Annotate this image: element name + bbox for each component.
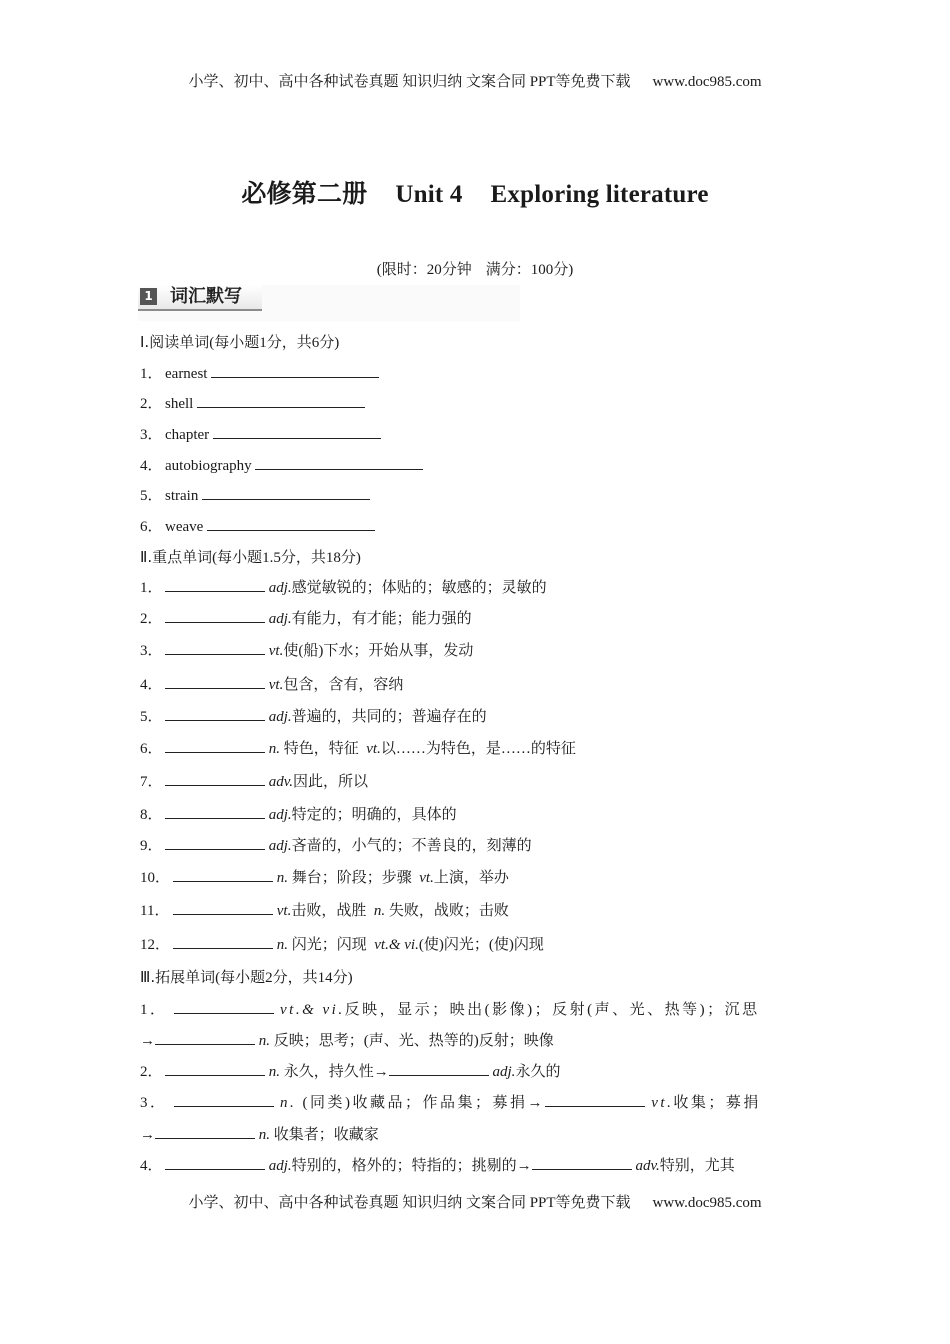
answer-blank[interactable] <box>165 706 265 721</box>
answer-blank[interactable] <box>202 485 370 500</box>
answer-blank[interactable] <box>173 900 273 915</box>
list-item: 10． n. 舞台；阶段；步骤 vt.上演，举办 <box>140 867 509 888</box>
list-item-continued: → n. 反映；思考；(声、光、热等的)反射；映像 <box>140 1030 554 1051</box>
answer-blank[interactable] <box>165 1155 265 1170</box>
answer-blank[interactable] <box>197 393 365 408</box>
list-item: 8． adj.特定的；明确的，具体的 <box>140 804 457 825</box>
list-item: 3． vt.使(船)下水；开始从事，发动 <box>140 640 473 661</box>
footer-url[interactable]: www.doc985.com <box>652 1195 762 1211</box>
list-item: 2． shell <box>140 393 365 414</box>
list-item: 5． adj.普遍的，共同的；普遍存在的 <box>140 706 487 727</box>
answer-blank[interactable] <box>173 934 273 949</box>
page-footer <box>0 1191 950 1212</box>
banner-tab <box>138 285 262 311</box>
section1-heading: Ⅰ.阅读单词(每小题1分，共6分) <box>140 333 340 351</box>
section3-heading: Ⅲ.拓展单词(每小题2分，共14分) <box>140 968 353 986</box>
time-limit: (限时：20分钟 <box>376 262 472 278</box>
title-book: 必修第二册 <box>241 181 368 208</box>
list-item: 2． n. 永久，持久性→ adj.永久的 <box>140 1061 560 1082</box>
list-item: 11． vt.击败，战胜 n. 失败，战败；击败 <box>140 900 509 921</box>
footer-text: 小学、初中、高中各种试卷真题 知识归纳 文案合同 PPT等免费下载 <box>188 1195 631 1211</box>
page-title <box>0 174 950 210</box>
answer-blank[interactable] <box>165 835 265 850</box>
list-item: 1． earnest <box>140 363 379 384</box>
list-item: 12． n. 闪光；闪现 vt.& vi.(使)闪光；(使)闪现 <box>140 934 544 955</box>
section2-heading: Ⅱ.重点单词(每小题1.5分，共18分) <box>140 548 361 566</box>
list-item: 7． adv.因此，所以 <box>140 771 368 792</box>
answer-blank[interactable] <box>174 999 274 1014</box>
list-item: 4． vt.包含，含有，容纳 <box>140 674 403 695</box>
list-item: 4． autobiography <box>140 455 423 476</box>
answer-blank[interactable] <box>213 424 381 439</box>
list-item: 6． weave <box>140 516 375 537</box>
list-item-continued: → n. 收集者；收藏家 <box>140 1124 379 1145</box>
answer-blank[interactable] <box>165 674 265 689</box>
list-item: 3． n. (同类)收藏品；作品集；募捐→ vt.收集；募捐 <box>140 1092 761 1113</box>
list-item: 9． adj.吝啬的，小气的；不善良的，刻薄的 <box>140 835 532 856</box>
answer-blank[interactable] <box>155 1124 255 1139</box>
answer-blank[interactable] <box>207 516 375 531</box>
banner-number-icon: 1 <box>140 288 157 305</box>
answer-blank[interactable] <box>165 608 265 623</box>
page-header <box>0 70 950 91</box>
list-item: 1． vt.& vi.反映，显示；映出(影像)；反射(声、光、热等)；沉思 <box>140 999 760 1020</box>
answer-blank[interactable] <box>165 577 265 592</box>
answer-blank[interactable] <box>255 455 423 470</box>
answer-blank[interactable] <box>165 640 265 655</box>
list-item: 2． adj.有能力，有才能；能力强的 <box>140 608 472 629</box>
full-score: 满分：100分) <box>485 262 574 278</box>
answer-blank[interactable] <box>174 1092 274 1107</box>
answer-blank[interactable] <box>532 1155 632 1170</box>
answer-blank[interactable] <box>545 1092 645 1107</box>
answer-blank[interactable] <box>173 867 273 882</box>
section-banner <box>138 285 520 321</box>
header-text: 小学、初中、高中各种试卷真题 知识归纳 文案合同 PPT等免费下载 <box>188 74 631 90</box>
answer-blank[interactable] <box>165 738 265 753</box>
answer-blank[interactable] <box>211 363 379 378</box>
list-item: 1． adj.感觉敏锐的；体贴的；敏感的；灵敏的 <box>140 577 547 598</box>
banner-label: 词汇默写 <box>170 286 242 307</box>
time-score-info <box>0 258 950 279</box>
answer-blank[interactable] <box>155 1030 255 1045</box>
title-unit: Unit 4 <box>395 181 463 208</box>
list-item: 6． n. 特色，特征 vt.以……为特色，是……的特征 <box>140 738 576 759</box>
list-item: 5． strain <box>140 485 370 506</box>
title-topic: Exploring literature <box>490 181 709 208</box>
answer-blank[interactable] <box>389 1061 489 1076</box>
answer-blank[interactable] <box>165 804 265 819</box>
header-url[interactable]: www.doc985.com <box>652 74 762 90</box>
list-item: 4． adj.特别的，格外的；特指的；挑剔的→ adv.特别，尤其 <box>140 1155 735 1176</box>
answer-blank[interactable] <box>165 771 265 786</box>
list-item: 3． chapter <box>140 424 381 445</box>
answer-blank[interactable] <box>165 1061 265 1076</box>
